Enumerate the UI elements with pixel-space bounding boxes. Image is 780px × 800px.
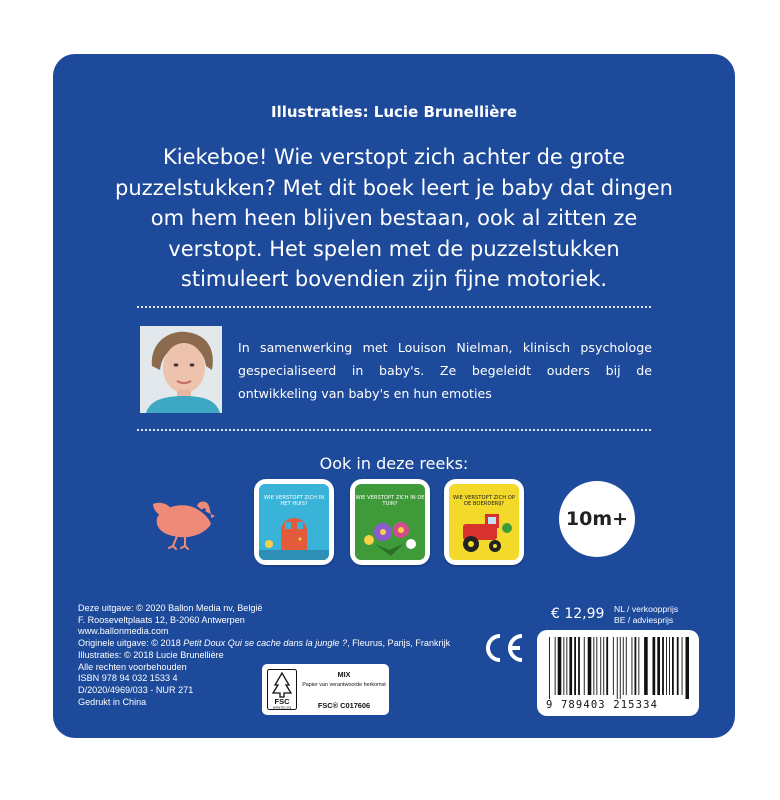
fsc-tree-icon [267, 669, 297, 710]
credit-line: Deze uitgave: © 2020 Ballon Media nv, België [78, 603, 263, 613]
barcode-bar [569, 637, 572, 695]
barcode-bar [620, 637, 621, 699]
price-label-nl: NL / verkoopprijs [614, 604, 679, 614]
fsc-paper-text: Papier van verantwoorde herkomst [302, 682, 386, 688]
credit-line: www.ballonmedia.com [78, 626, 169, 637]
fsc-mix: MIX [337, 670, 351, 679]
series-book-farm[interactable] [444, 479, 524, 565]
barcode-bar [682, 637, 683, 695]
isbn: ISBN 978 94 032 1533 4 [78, 673, 178, 684]
barcode-bar [662, 637, 664, 695]
barcode-bars [549, 637, 689, 699]
credit-text: , Fleurus, Parijs, Frankrijk [347, 638, 451, 649]
price-amount: € 12,99 [551, 606, 605, 622]
barcode-bar [563, 637, 564, 695]
barcode-bar [606, 637, 608, 695]
series-book-house[interactable] [254, 479, 334, 565]
barcode-bar [558, 637, 562, 695]
credit-line: D/2020/4969/033 - NUR 271 [78, 684, 194, 695]
isbn-barcode [537, 630, 699, 716]
barcode-bar [626, 637, 627, 695]
fsc-url: www.fsc.org [272, 705, 292, 710]
age-badge: 10m+ [559, 481, 635, 557]
author-bio: In samenwerking met Louison Nielman, klinisch psychologe gespecialiseerd in baby's. Ze begeleidt ouders bij de ontwikkeling van baby's en hun emoties [238, 340, 652, 401]
credit-line: Alle rechten voorbehouden [78, 661, 187, 672]
barcode-bar [653, 637, 656, 695]
series-book-title: WIE VERSTOPT ZICH OP DE BOERDERIJ? [453, 495, 515, 507]
barcode-bar [596, 637, 597, 695]
credit-line: F. Rooseveltplaats 12, B-2060 Antwerpen [78, 614, 245, 625]
series-heading: Ook in deze reeks: [319, 454, 469, 473]
fsc-label [262, 664, 389, 715]
barcode-bar [566, 637, 567, 695]
series-book-title: WIE VERSTOPT ZICH IN HET HUIS? [263, 495, 325, 507]
bird-icon [149, 496, 215, 550]
barcode-bar [635, 637, 637, 695]
book-description: Kiekeboe! Wie verstopt zich achter de grote puzzelstukken? Met dit boek leert je baby dat dingen om hem heen blijven bestaan, ook al zitten ze verstopt. Het spelen met de puzzelstukken stimuleert bovendien zijn fijne motoriek. [115, 145, 673, 291]
dotted-divider-bottom [137, 429, 651, 431]
barcode-bar [588, 637, 592, 695]
credit-line: Gedrukt in China [78, 696, 147, 707]
ce-mark-icon [482, 632, 526, 664]
barcode-bar [666, 637, 667, 695]
dotted-divider-top [137, 306, 651, 308]
barcode-bar [686, 637, 690, 699]
series-book-title: WIE VERSTOPT ZICH IN DE TUIN? [355, 495, 425, 507]
barcode-bar [574, 637, 576, 695]
barcode-bar [600, 637, 601, 695]
barcode-bar [677, 637, 679, 695]
author-photo [140, 326, 222, 413]
barcode-bar [638, 637, 639, 695]
book-cover-house [259, 484, 329, 560]
barcode-bar [613, 637, 614, 695]
barcode-bar [669, 637, 670, 695]
original-title: Petit Doux Qui se cache dans la jungle ? [183, 638, 348, 649]
barcode-bar [555, 637, 556, 695]
barcode-bar [593, 637, 594, 695]
book-back-cover [53, 54, 735, 738]
barcode-bar [623, 637, 624, 695]
fsc-logo-text: FSC [274, 697, 290, 706]
credit-line: Illustraties: © 2018 Lucie Brunellière [78, 649, 224, 660]
barcode-bar [549, 637, 550, 699]
credit-text: Originele uitgave: © 2018 [78, 638, 184, 649]
illustrator-credit: Illustraties: Lucie Brunellière [271, 103, 517, 121]
book-cover-farm [449, 484, 519, 560]
fsc-code: FSC® C017606 [317, 701, 371, 710]
barcode-bar [644, 637, 648, 695]
credit-line [78, 638, 518, 650]
barcode-bar [584, 637, 585, 695]
price-label-be: BE / adviesprijs [614, 615, 674, 625]
barcode-bar [603, 637, 604, 695]
series-book-garden[interactable] [350, 479, 430, 565]
barcode-bar [617, 637, 618, 699]
barcode-bar [672, 637, 674, 695]
barcode-bar [657, 637, 660, 695]
barcode-bar [632, 637, 633, 695]
barcode-bar [578, 637, 580, 695]
book-cover-garden [355, 484, 425, 560]
barcode-digits: 9 789403 215334 [546, 699, 659, 711]
